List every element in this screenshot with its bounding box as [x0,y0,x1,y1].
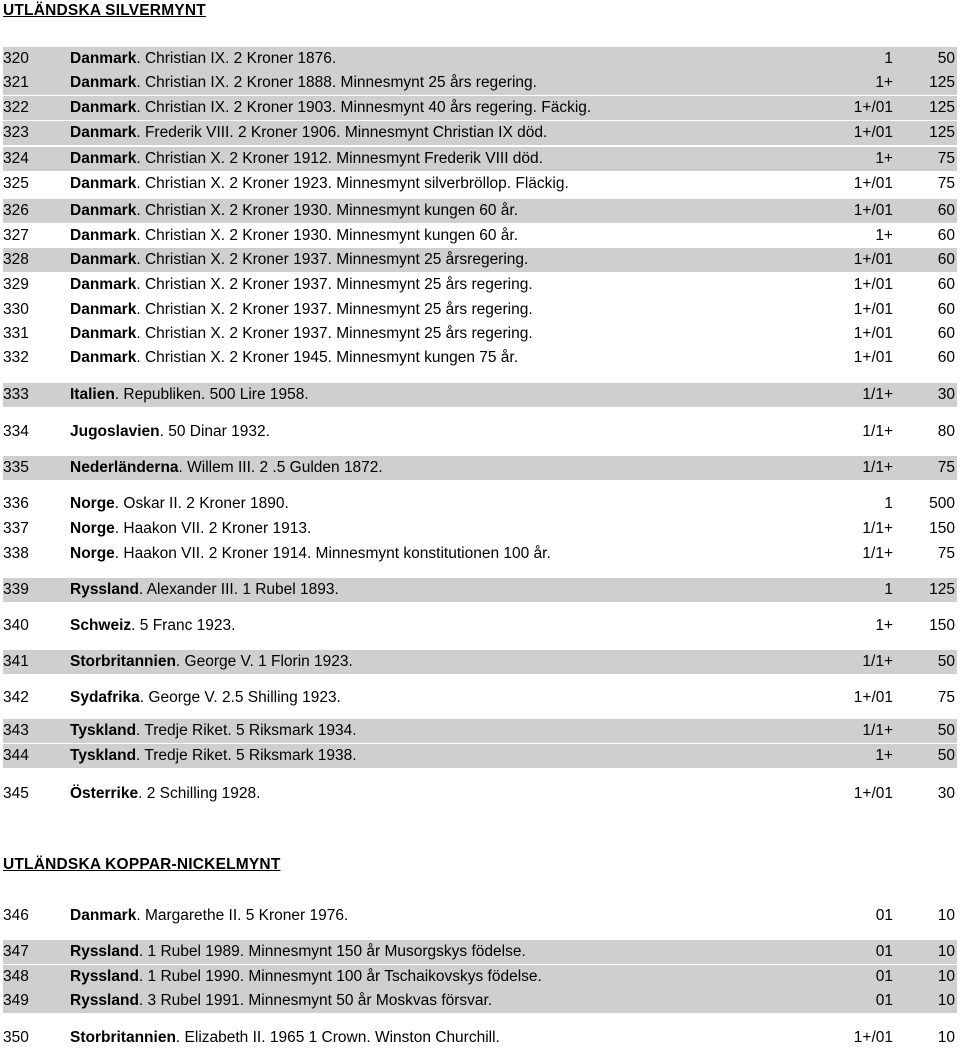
lot-row [3,719,957,743]
lot-detail: . Christian X. 2 Kroner 1930. Minnesmynt kungen 60 år. [136,227,519,244]
lot-description [70,1026,500,1050]
lot-number: 320 [3,50,29,67]
lot-number: 348 [3,968,29,985]
lot-country: Danmark [70,175,137,192]
lot-number: 329 [3,276,29,293]
lot-number: 332 [3,349,29,366]
lot-grade: 1+/01 [853,325,893,342]
lot-number: 331 [3,325,29,342]
lot-description [70,298,533,322]
lot-number: 330 [3,301,29,318]
lot-description [70,650,353,674]
lot-price: 60 [937,349,955,366]
lot-price: 150 [929,520,955,537]
lot-country: Danmark [70,227,137,244]
lot-price: 60 [937,325,955,342]
lot-row [3,322,957,346]
lot-price: 75 [937,175,955,192]
lot-grade: 1/1+ [862,722,893,739]
lot-description [70,940,526,964]
lot-number: 346 [3,907,29,924]
lot-row [3,199,957,223]
lot-row [3,420,957,444]
lot-detail: . Christian IX. 2 Kroner 1876. [136,50,337,67]
lot-grade: 1+/01 [853,175,893,192]
lot-number: 325 [3,175,29,192]
lot-description [70,744,357,768]
lot-row [3,965,957,989]
lot-country: Storbritannien [70,653,176,670]
lot-detail: . Christian X. 2 Kroner 1937. Minnesmynt 25 årsregering. [136,251,529,268]
lot-description [70,719,357,743]
lot-detail: . Willem III. 2 .5 Gulden 1872. [178,459,383,476]
lot-description [70,904,348,928]
lot-detail: . Haakon VII. 2 Kroner 1914. Minnesmynt konstitutionen 100 år. [114,545,551,562]
lot-number: 323 [3,124,29,141]
lot-country: Ryssland [70,581,139,598]
lot-row [3,542,957,566]
lot-grade: 1+/01 [853,1029,893,1046]
lot-number: 350 [3,1029,29,1046]
lot-row [3,1026,957,1050]
lot-row [3,248,957,272]
lot-grade: 1+/01 [853,689,893,706]
lot-price: 50 [937,653,955,670]
lot-row [3,456,957,480]
lot-country: Tyskland [70,722,137,739]
lot-grade: 1+/01 [853,99,893,116]
lot-price: 60 [937,251,955,268]
lot-description [70,492,289,516]
lot-number: 343 [3,722,29,739]
lot-country: Ryssland [70,992,139,1009]
lot-row [3,492,957,516]
lot-row [3,71,957,95]
lot-detail: . Christian X. 2 Kroner 1937. Minnesmynt 25 års regering. [136,301,533,318]
lot-row [3,96,957,120]
lot-price: 125 [929,581,955,598]
lot-grade: 1+ [875,227,893,244]
lot-description [70,782,260,806]
lot-detail: . Christian X. 2 Kroner 1912. Minnesmynt Frederik VIII död. [136,150,543,167]
lot-country: Norge [70,520,115,537]
lot-country: Danmark [70,325,137,342]
lot-grade: 1+/01 [853,124,893,141]
lot-price: 10 [937,992,955,1009]
lot-description [70,96,591,120]
lot-number: 340 [3,617,29,634]
lot-description [70,273,533,297]
lot-number: 328 [3,251,29,268]
lot-row [3,578,957,602]
lot-number: 338 [3,545,29,562]
lot-grade: 1/1+ [862,653,893,670]
lot-price: 80 [937,423,955,440]
lot-detail: . 1 Rubel 1989. Minnesmynt 150 år Musorgskys födelse. [138,943,526,960]
lot-grade: 1+/01 [853,276,893,293]
lot-detail: . Haakon VII. 2 Kroner 1913. [114,520,312,537]
lot-detail: . Frederik VIII. 2 Kroner 1906. Minnesmynt Christian IX död. [136,124,548,141]
lot-detail: . Tredje Riket. 5 Riksmark 1938. [136,747,357,764]
lot-row [3,273,957,297]
lot-number: 335 [3,459,29,476]
lot-detail: . 5 Franc 1923. [131,617,236,634]
lot-number: 342 [3,689,29,706]
lot-number: 349 [3,992,29,1009]
lot-number: 344 [3,747,29,764]
lot-description [70,346,518,370]
lot-country: Danmark [70,202,137,219]
lot-detail: . George V. 1 Florin 1923. [175,653,353,670]
lot-grade: 1+/01 [853,202,893,219]
lot-detail: . 2 Schilling 1928. [138,785,261,802]
lot-country: Norge [70,545,115,562]
lot-description [70,47,336,71]
lot-number: 334 [3,423,29,440]
lot-country: Italien [70,386,115,403]
lot-grade: 1+ [875,747,893,764]
lot-row [3,614,957,638]
lot-row [3,147,957,171]
lot-number: 327 [3,227,29,244]
lot-price: 10 [937,968,955,985]
lot-description [70,989,492,1013]
lot-grade: 1 [884,50,893,67]
lot-price: 60 [937,202,955,219]
lot-description [70,147,543,171]
lot-description [70,121,547,145]
lot-grade: 1 [884,495,893,512]
lot-number: 322 [3,99,29,116]
lot-row [3,650,957,674]
lot-row [3,383,957,407]
lot-number: 339 [3,581,29,598]
lot-price: 150 [929,617,955,634]
lot-description [70,71,537,95]
lot-number: 336 [3,495,29,512]
lot-grade: 1/1+ [862,545,893,562]
lot-country: Danmark [70,50,137,67]
lot-description [70,172,569,196]
section-heading: UTLÄNDSKA SILVERMYNT [3,2,206,19]
lot-number: 347 [3,943,29,960]
lot-grade: 1+/01 [853,349,893,366]
lot-description [70,224,518,248]
lot-price: 60 [937,227,955,244]
lot-row [3,121,957,145]
lot-grade: 1/1+ [862,423,893,440]
lot-row [3,782,957,806]
lot-row [3,940,957,964]
lot-price: 50 [937,747,955,764]
lot-grade: 1+/01 [853,251,893,268]
lot-description [70,383,309,407]
lot-detail: . Christian IX. 2 Kroner 1888. Minnesmynt 25 års regering. [136,74,537,91]
lot-price: 10 [937,943,955,960]
lot-price: 75 [937,150,955,167]
lot-price: 50 [937,722,955,739]
lot-detail: . Tredje Riket. 5 Riksmark 1934. [136,722,357,739]
lot-grade: 1+ [875,150,893,167]
lot-detail: . Elizabeth II. 1965 1 Crown. Winston Churchill. [175,1029,500,1046]
lot-row [3,989,957,1013]
lot-country: Danmark [70,251,137,268]
lot-number: 321 [3,74,29,91]
lot-row [3,346,957,370]
lot-number: 341 [3,653,29,670]
lot-row [3,686,957,710]
lot-row [3,298,957,322]
section-heading: UTLÄNDSKA KOPPAR-NICKELMYNT [3,856,281,873]
lot-country: Ryssland [70,968,139,985]
lot-price: 60 [937,301,955,318]
lot-detail: . Margarethe II. 5 Kroner 1976. [136,907,349,924]
lot-country: Tyskland [70,747,137,764]
lot-country: Sydafrika [70,689,140,706]
lot-country: Danmark [70,74,137,91]
lot-number: 324 [3,150,29,167]
lot-detail: . 3 Rubel 1991. Minnesmynt 50 år Moskvas försvar. [138,992,493,1009]
lot-number: 326 [3,202,29,219]
lot-grade: 1/1+ [862,386,893,403]
lot-row [3,744,957,768]
lot-grade: 1+/01 [853,785,893,802]
lot-description [70,517,311,541]
lot-price: 60 [937,276,955,293]
lot-price: 10 [937,907,955,924]
lot-detail: . Christian IX. 2 Kroner 1903. Minnesmynt 40 års regering. Fäckig. [136,99,592,116]
lot-row [3,172,957,196]
lot-country: Storbritannien [70,1029,176,1046]
lot-country: Österrike [70,785,139,802]
lot-detail: . Oskar II. 2 Kroner 1890. [114,495,289,512]
lot-country: Danmark [70,150,137,167]
lot-price: 125 [929,99,955,116]
lot-row [3,224,957,248]
lot-description [70,420,270,444]
lot-detail: . 1 Rubel 1990. Minnesmynt 100 år Tschaikovskys födelse. [138,968,542,985]
lot-country: Ryssland [70,943,139,960]
lot-grade: 1+ [875,74,893,91]
lot-country: Nederländerna [70,459,179,476]
lot-row [3,47,957,71]
lot-detail: . Christian X. 2 Kroner 1930. Minnesmynt kungen 60 år. [136,202,519,219]
lot-price: 125 [929,74,955,91]
lot-country: Danmark [70,349,137,366]
lot-description [70,965,542,989]
lot-detail: . Christian X. 2 Kroner 1945. Minnesmynt kungen 75 år. [136,349,519,366]
lot-number: 333 [3,386,29,403]
lot-grade: 1+ [875,617,893,634]
lot-description [70,456,383,480]
lot-detail: . Christian X. 2 Kroner 1937. Minnesmynt 25 års regering. [136,325,533,342]
lot-detail: . 50 Dinar 1932. [159,423,270,440]
lot-country: Danmark [70,276,137,293]
lot-detail: . Alexander III. 1 Rubel 1893. [138,581,339,598]
lot-grade: 1 [884,581,893,598]
lot-country: Danmark [70,301,137,318]
lot-grade: 01 [875,968,893,985]
lot-description [70,614,235,638]
lot-description [70,322,533,346]
lot-detail: . George V. 2.5 Shilling 1923. [139,689,341,706]
lot-price: 125 [929,124,955,141]
lot-country: Danmark [70,124,137,141]
lot-price: 10 [937,1029,955,1046]
lot-grade: 1/1+ [862,459,893,476]
lot-price: 30 [937,785,955,802]
lot-grade: 1+/01 [853,301,893,318]
lot-country: Danmark [70,907,137,924]
lot-price: 75 [937,689,955,706]
lot-country: Norge [70,495,115,512]
lot-country: Schweiz [70,617,132,634]
lot-country: Danmark [70,99,137,116]
lot-price: 30 [937,386,955,403]
lot-detail: . Christian X. 2 Kroner 1937. Minnesmynt 25 års regering. [136,276,533,293]
lot-grade: 01 [875,992,893,1009]
lot-description [70,686,341,710]
lot-description [70,542,551,566]
lot-detail: . Christian X. 2 Kroner 1923. Minnesmynt silverbröllop. Fläckig. [136,175,569,192]
lot-description [70,248,528,272]
lot-price: 75 [937,459,955,476]
lot-number: 345 [3,785,29,802]
lot-number: 337 [3,520,29,537]
lot-price: 50 [937,50,955,67]
lot-row [3,517,957,541]
lot-country: Jugoslavien [70,423,160,440]
lot-detail: . Republiken. 500 Lire 1958. [114,386,309,403]
lot-description [70,199,518,223]
lot-price: 500 [929,495,955,512]
lot-description [70,578,339,602]
lot-price: 75 [937,545,955,562]
lot-grade: 01 [875,907,893,924]
lot-grade: 1/1+ [862,520,893,537]
lot-row [3,904,957,928]
lot-grade: 01 [875,943,893,960]
